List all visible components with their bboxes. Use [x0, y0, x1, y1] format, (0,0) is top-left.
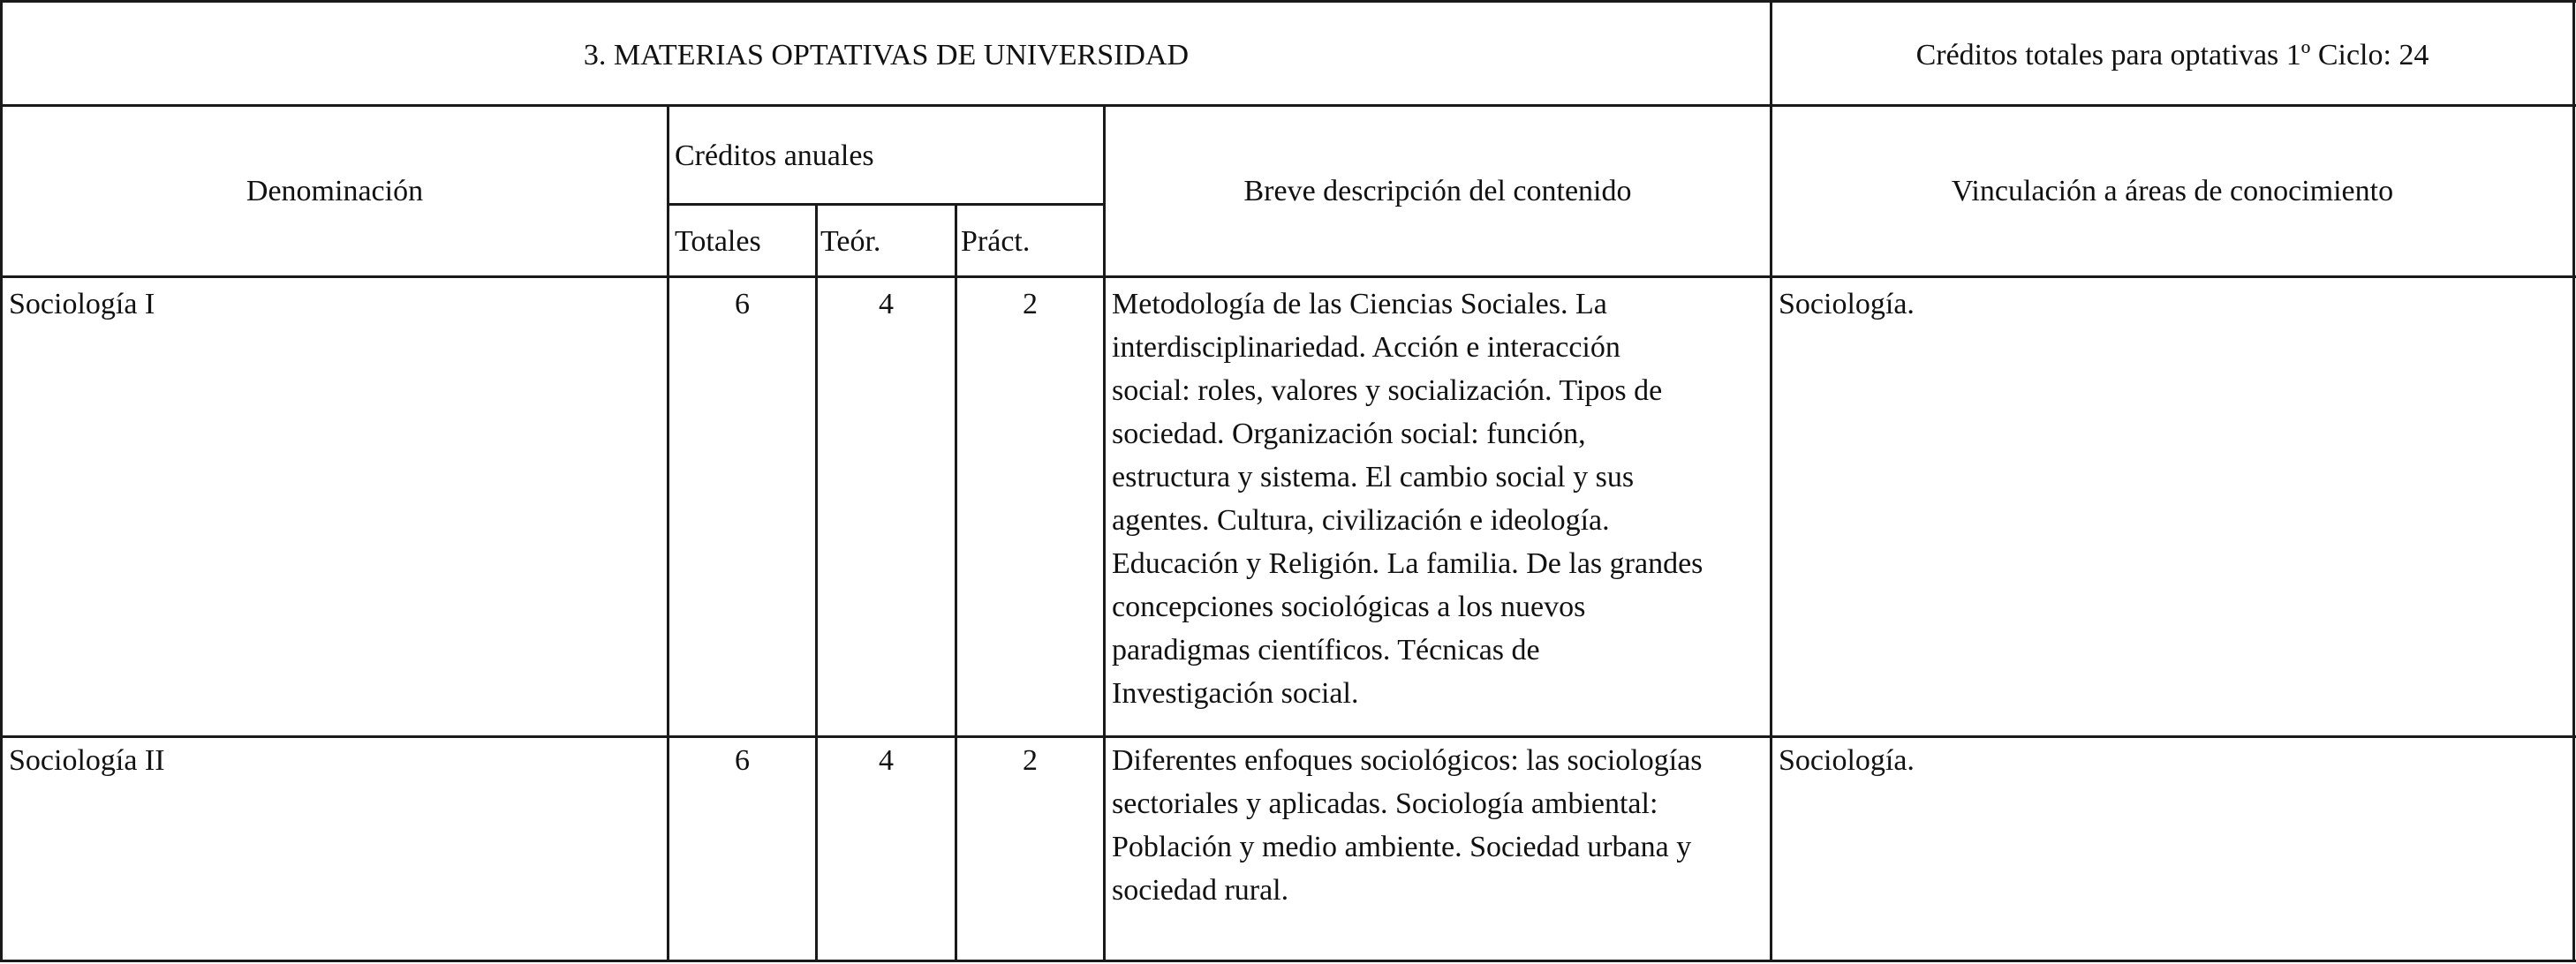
- row-name: Sociología II: [9, 744, 165, 777]
- description-line: sociedad rural.: [1112, 874, 1289, 907]
- row-pract: 2: [1023, 288, 1038, 320]
- row-area: Sociología.: [1779, 288, 1915, 320]
- description-line: Población y medio ambiente. Sociedad urbana y: [1112, 831, 1692, 863]
- rule-pract: [1103, 104, 1106, 962]
- col-denominacion: Denominación: [246, 175, 424, 207]
- rule-left: [0, 0, 3, 962]
- total-credits-label: Créditos totales para optativas 1º Ciclo: 24: [1915, 39, 2429, 72]
- description-line: estructura y sistema. El cambio social y sus: [1112, 461, 1635, 493]
- row-teor: 4: [879, 744, 894, 777]
- description-line: paradigmas científicos. Técnicas de: [1112, 634, 1540, 667]
- rule-bottom: [0, 960, 2576, 962]
- description-line: Investigación social.: [1112, 677, 1359, 710]
- description-line: interdisciplinariedad. Acción e interacción: [1112, 331, 1620, 364]
- description-line: social: roles, valores y socialización. Tipos de: [1112, 374, 1663, 407]
- description-line: sectoriales y aplicadas. Sociología ambiental:: [1112, 787, 1658, 820]
- rule-right: [2572, 0, 2575, 962]
- rule-header-bottom: [0, 104, 2576, 107]
- rule-colheader-bottom: [0, 275, 2576, 278]
- rule-descripcion: [1770, 0, 1772, 962]
- description-line: Metodología de las Ciencias Sociales. La: [1112, 288, 1607, 320]
- rule-row1-bottom: [0, 735, 2576, 738]
- row-totales: 6: [735, 744, 750, 777]
- description-line: Educación y Religión. La familia. De las grandes: [1112, 547, 1703, 580]
- col-creditos-anuales: Créditos anuales: [675, 139, 874, 172]
- rule-credits-sub: [667, 203, 1105, 206]
- table-title: 3. MATERIAS OPTATIVAS DE UNIVERSIDAD: [583, 39, 1190, 72]
- row-name: Sociología I: [9, 288, 155, 320]
- col-totales: Totales: [675, 225, 761, 258]
- description-line: Diferentes enfoques sociológicos: las sociologías: [1112, 744, 1703, 777]
- col-vinculacion: Vinculación a áreas de conocimiento: [1951, 175, 2394, 207]
- col-descripcion: Breve descripción del contenido: [1243, 175, 1632, 207]
- row-pract: 2: [1023, 744, 1038, 777]
- row-teor: 4: [879, 288, 894, 320]
- description-line: concepciones sociológicas a los nuevos: [1112, 591, 1586, 623]
- col-pract: Práct.: [961, 225, 1031, 258]
- row-description: [1112, 739, 1770, 912]
- description-line: sociedad. Organización social: función,: [1112, 418, 1586, 450]
- rule-denominacion: [667, 104, 669, 962]
- row-description: [1112, 282, 1770, 715]
- row-totales: 6: [735, 288, 750, 320]
- description-line: agentes. Cultura, civilización e ideología.: [1112, 504, 1610, 537]
- rule-top: [0, 0, 2576, 3]
- col-teor: Teór.: [820, 225, 881, 258]
- row-area: Sociología.: [1779, 744, 1915, 777]
